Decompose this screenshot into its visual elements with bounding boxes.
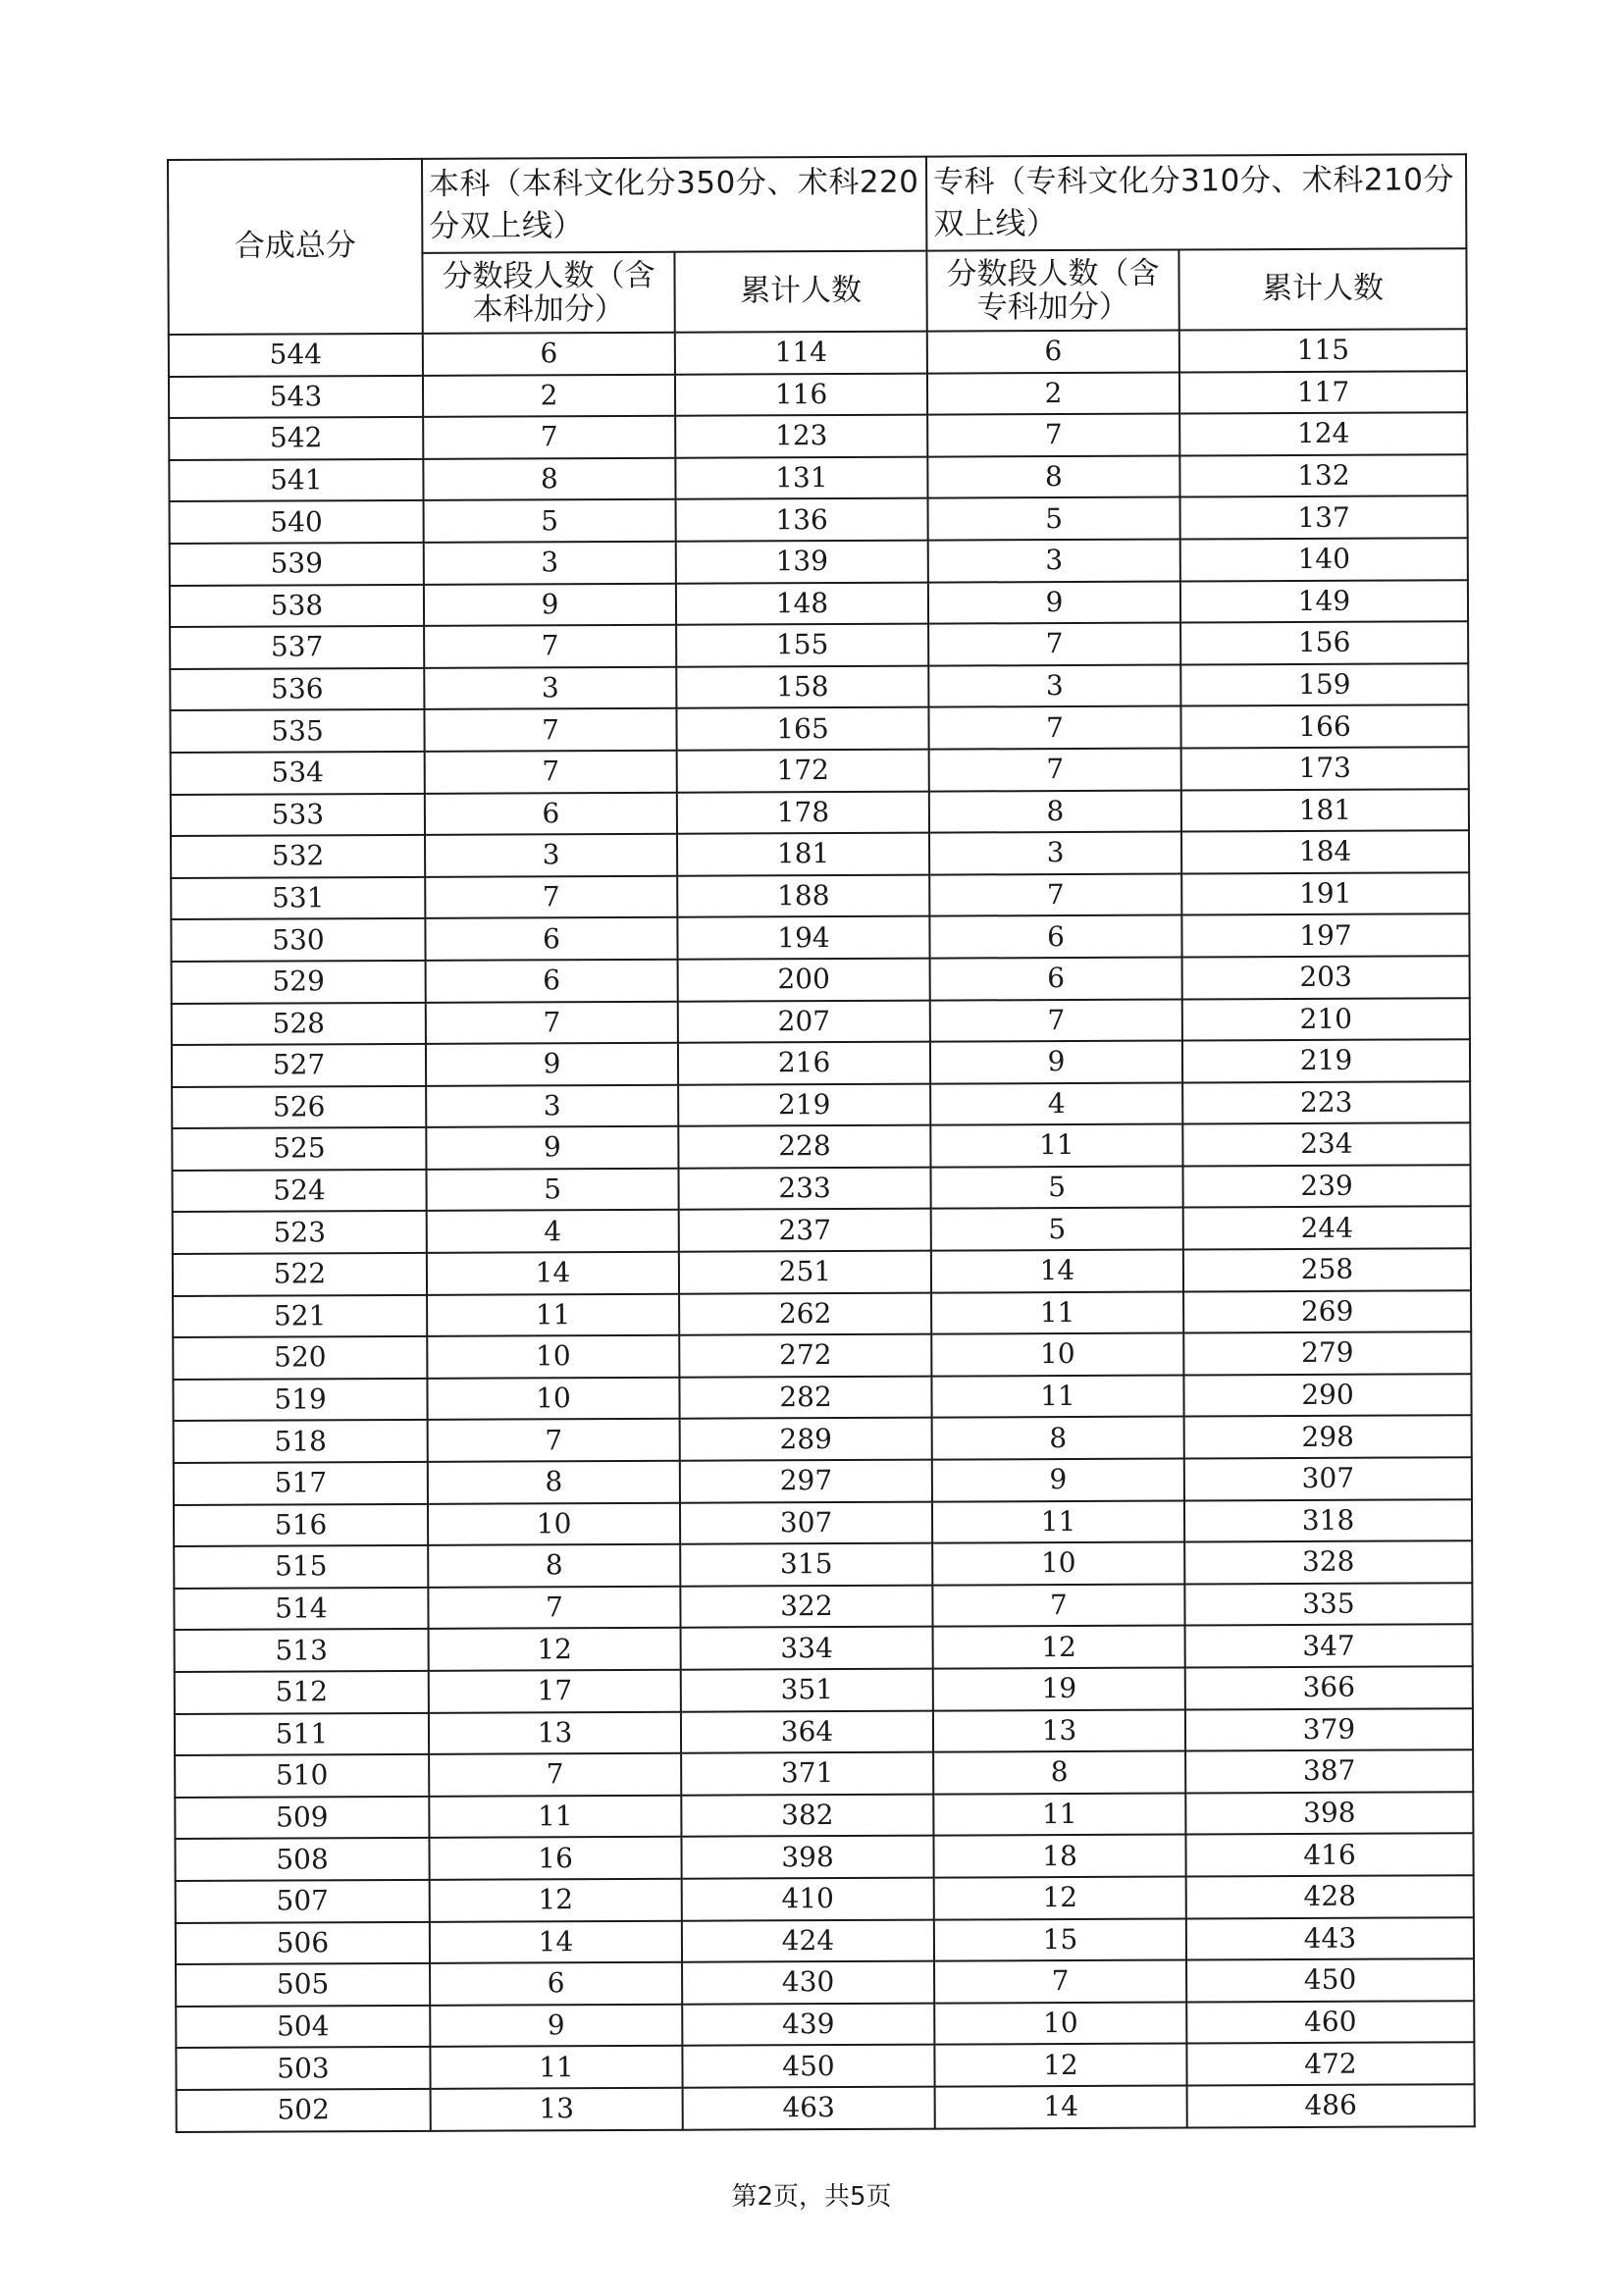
- college-cumulative-cell: 335: [1184, 1583, 1472, 1626]
- table-row: [174, 1540, 1472, 1588]
- college-cumulative-cell: 197: [1181, 914, 1469, 958]
- college-count-cell: 2: [927, 372, 1179, 415]
- table-row: [171, 789, 1469, 836]
- total-score-header: 合成总分: [168, 159, 423, 335]
- undergrad-cumulative-cell: 450: [682, 2045, 934, 2088]
- total-score-cell: 504: [176, 2006, 430, 2049]
- total-score-cell: 539: [170, 543, 424, 586]
- table-row: [173, 1248, 1471, 1295]
- undergrad-cumulative-cell: 200: [678, 959, 930, 1002]
- undergrad-cumulative-cell: 139: [676, 541, 928, 584]
- undergrad-count-cell: 6: [423, 333, 675, 376]
- college-cumulative-cell: 443: [1186, 1917, 1474, 1960]
- college-count-cell: 7: [934, 1960, 1186, 2004]
- undergrad-cumulative-cell: 188: [677, 874, 929, 917]
- college-cumulative-cell: 166: [1180, 705, 1468, 749]
- college-cumulative-cell: 450: [1186, 1958, 1474, 2002]
- college-count-cell: 3: [928, 539, 1180, 582]
- undergrad-cumulative-cell: 136: [676, 498, 928, 542]
- undergrad-count-cell: 11: [430, 2046, 682, 2089]
- undergrad-count-cell: 4: [427, 1210, 679, 1253]
- table-row: [169, 329, 1467, 376]
- college-count-cell: 9: [932, 1459, 1184, 1502]
- table-row: [175, 1625, 1473, 1672]
- table-row: [170, 663, 1468, 710]
- college-count-cell: 11: [931, 1375, 1183, 1418]
- undergrad-cumulative-cell: 351: [681, 1669, 933, 1712]
- table-row: [176, 1875, 1474, 1922]
- total-score-cell: 540: [170, 500, 424, 544]
- total-score-cell: 533: [171, 793, 425, 836]
- college-cumulative-cell: 290: [1183, 1374, 1471, 1417]
- college-count-cell: 6: [929, 915, 1181, 959]
- college-cumulative-cell: 137: [1180, 496, 1468, 540]
- total-score-cell: 538: [170, 584, 424, 627]
- undergrad-count-cell: 11: [429, 1796, 681, 1839]
- table-body: [169, 329, 1475, 2131]
- college-count-cell: 7: [928, 623, 1180, 666]
- college-cumulative-cell: 318: [1184, 1499, 1472, 1542]
- table-row: [170, 538, 1468, 585]
- table-row: [173, 1331, 1471, 1379]
- undergrad-cumulative-cell: 262: [679, 1292, 931, 1335]
- total-score-cell: 503: [176, 2047, 430, 2090]
- undergrad-count-cell: 7: [428, 1419, 680, 1462]
- undergrad-count-cell: 14: [427, 1252, 679, 1295]
- total-score-cell: 532: [171, 835, 425, 878]
- college-count-cell: 6: [927, 330, 1179, 373]
- total-score-cell: 506: [176, 1921, 430, 1964]
- total-score-cell: 528: [172, 1002, 426, 1045]
- college-cumulative-cell: 366: [1185, 1666, 1473, 1709]
- table-row: [169, 454, 1467, 501]
- undergrad-count-cell: 7: [425, 875, 677, 918]
- college-cumulative-cell: 124: [1179, 412, 1467, 455]
- undergrad-cumulative-cell: 178: [677, 791, 929, 834]
- table-row: [171, 914, 1469, 962]
- undergrad-cumulative-cell: 114: [675, 332, 927, 375]
- total-score-cell: 502: [177, 2089, 431, 2132]
- table-row: [172, 1165, 1470, 1212]
- college-count-cell: 7: [930, 999, 1182, 1042]
- table-header: [168, 154, 1467, 335]
- college-count-cell: 11: [930, 1124, 1182, 1168]
- table-row: [172, 1039, 1470, 1086]
- undergrad-cumulative-cell: 207: [678, 1000, 930, 1043]
- college-count-cell: 8: [929, 790, 1181, 833]
- undergrad-cumulative-cell: 439: [682, 2003, 934, 2046]
- college-count-cell: 8: [933, 1751, 1185, 1795]
- total-score-cell: 520: [173, 1336, 427, 1380]
- undergrad-cumulative-cell: 194: [677, 916, 929, 960]
- total-score-cell: 541: [169, 459, 423, 502]
- total-score-cell: 542: [169, 417, 423, 460]
- college-cumulative-cell: 140: [1180, 538, 1468, 581]
- undergrad-cumulative-cell: 131: [675, 456, 927, 499]
- college-cumulative-cell: 244: [1183, 1207, 1471, 1250]
- undergrad-count-cell: 9: [424, 583, 676, 626]
- undergrad-count-cell: 5: [426, 1169, 678, 1212]
- college-cumulative-cell: 258: [1183, 1248, 1471, 1291]
- college-cumulative-cell: 328: [1184, 1540, 1472, 1584]
- table-row: [170, 496, 1468, 544]
- undergrad-cumulative-cell: 228: [678, 1125, 930, 1169]
- total-score-cell: 521: [173, 1295, 427, 1338]
- college-count-cell: 15: [934, 1918, 1186, 1961]
- college-count-cell: 3: [929, 832, 1181, 875]
- college-cumulative-cell: 184: [1181, 830, 1469, 873]
- undergrad-count-cell: 7: [424, 708, 676, 752]
- college-group-header: 专科（专科文化分310分、术科210分双上线）: [926, 154, 1466, 250]
- table-row: [174, 1499, 1472, 1546]
- total-score-cell: 522: [173, 1253, 427, 1296]
- undergrad-cumulative-cell: 158: [676, 665, 928, 708]
- total-score-cell: 515: [174, 1545, 428, 1589]
- table-row: [176, 2001, 1474, 2048]
- college-count-cell: 4: [930, 1082, 1182, 1125]
- college-count-cell: 7: [932, 1584, 1184, 1627]
- undergrad-count-cell: 12: [430, 1879, 682, 1922]
- undergrad-count-cell: 10: [427, 1378, 679, 1421]
- undergrad-cumulative-cell: 219: [678, 1083, 930, 1126]
- table-row: [171, 830, 1469, 877]
- table-row: [170, 580, 1468, 627]
- undergrad-cumulative-cell: 251: [679, 1251, 931, 1294]
- table-row: [172, 1122, 1470, 1170]
- total-score-cell: 509: [175, 1797, 429, 1840]
- college-cumulative-cell: 460: [1186, 2001, 1474, 2044]
- total-score-cell: 525: [172, 1127, 426, 1171]
- table-row: [176, 1958, 1474, 2006]
- undergrad-cumulative-cell: 315: [680, 1543, 932, 1587]
- college-count-cell: 5: [928, 497, 1180, 541]
- undergrad-count-cell: 5: [424, 499, 676, 543]
- undergrad-cumulative-cell: 216: [678, 1042, 930, 1085]
- table-row: [173, 1290, 1471, 1337]
- table-row: [170, 621, 1468, 668]
- college-count-cell: 10: [931, 1333, 1183, 1377]
- total-score-cell: 544: [169, 334, 423, 377]
- undergrad-count-cell: 6: [430, 1962, 682, 2006]
- table-row: [171, 747, 1469, 794]
- total-score-cell: 505: [176, 1963, 430, 2007]
- undergrad-count-cell: 7: [423, 416, 675, 459]
- college-cumulative-cell: 234: [1182, 1122, 1470, 1166]
- table-row: [169, 371, 1467, 418]
- undergrad-cumulative-cell: 272: [679, 1334, 931, 1378]
- undergrad-cumulative-cell: 334: [681, 1627, 933, 1670]
- total-score-cell: 513: [175, 1629, 429, 1672]
- table-row: [174, 1416, 1472, 1463]
- college-count-cell: 7: [929, 748, 1181, 791]
- undergrad-count-cell: 7: [429, 1753, 681, 1797]
- table-row: [177, 2084, 1475, 2131]
- college-cumulative-cell: 472: [1186, 2043, 1474, 2086]
- page-number: 第2页，共5页: [731, 2182, 892, 2212]
- college-count-cell: 14: [931, 1250, 1183, 1293]
- college-count-cell: 10: [934, 2002, 1186, 2045]
- college-cumulative-cell: 219: [1182, 1039, 1470, 1082]
- college-count-cell: 12: [934, 1876, 1186, 1919]
- college-count-cell: 5: [931, 1208, 1183, 1251]
- undergrad-cumulative-cell: 410: [682, 1878, 934, 1921]
- undergrad-cumulative-cell: 165: [676, 707, 928, 751]
- college-count-cell: 13: [933, 1709, 1185, 1752]
- total-score-cell: 535: [170, 709, 424, 753]
- college-cumulative-cell: 191: [1181, 872, 1469, 915]
- undergrad-cumulative-cell: 289: [680, 1418, 932, 1461]
- college-count-cell: 19: [933, 1667, 1185, 1710]
- college-cumulative-cell: 159: [1180, 663, 1468, 706]
- college-count-cell: 8: [932, 1417, 1184, 1460]
- college-count-cell: 5: [930, 1166, 1182, 1209]
- undergrad-count-cell: 16: [429, 1837, 681, 1880]
- table-row: [174, 1457, 1472, 1504]
- total-score-cell: 519: [173, 1379, 427, 1422]
- college-count-cell: 12: [934, 2044, 1186, 2087]
- college-cumulative-cell: 307: [1184, 1457, 1472, 1500]
- total-score-cell: 526: [172, 1086, 426, 1129]
- undergrad-count-cell: 9: [430, 2004, 682, 2047]
- college-count-cell: 11: [931, 1291, 1183, 1334]
- total-score-cell: 534: [171, 752, 425, 795]
- undergrad-cumulative-cell: 371: [681, 1752, 933, 1796]
- total-score-cell: 530: [171, 918, 425, 962]
- undergrad-count-cell: 7: [428, 1587, 680, 1630]
- table-row: [175, 1749, 1473, 1797]
- undergrad-count-cell: 10: [428, 1502, 680, 1545]
- college-cumulative-cell: 210: [1182, 998, 1470, 1041]
- college-count-cell: 6: [930, 957, 1182, 1000]
- college-count-cell: 7: [927, 414, 1179, 457]
- total-score-cell: 518: [174, 1420, 428, 1463]
- college-count-cell: 12: [933, 1626, 1185, 1669]
- table-row: [173, 1374, 1471, 1421]
- college-cumulative-cell: 486: [1187, 2084, 1475, 2127]
- college-cumulative-cell: 117: [1179, 371, 1467, 414]
- undergrad-cumulative-cell: 307: [680, 1501, 932, 1544]
- total-score-cell: 529: [172, 961, 426, 1004]
- table-row: [169, 412, 1467, 459]
- undergrad-cumulative-cell: 116: [675, 373, 927, 416]
- college-cumulative-cell: 416: [1185, 1834, 1473, 1877]
- total-score-cell: 537: [170, 626, 424, 669]
- undergrad-count-cell: 13: [431, 2088, 683, 2131]
- college-count-cell: 18: [933, 1835, 1185, 1878]
- table-row: [172, 956, 1470, 1003]
- table-row: [175, 1708, 1473, 1755]
- total-score-cell: 512: [175, 1671, 429, 1714]
- college-cumulative-header: 累计人数: [1178, 248, 1466, 330]
- table-row: [173, 1207, 1471, 1254]
- undergrad-count-cell: 7: [426, 1001, 678, 1044]
- college-cumulative-cell: 223: [1182, 1081, 1470, 1124]
- table-row: [176, 2043, 1474, 2090]
- undergrad-cumulative-cell: 148: [676, 582, 928, 625]
- college-count-cell: 11: [933, 1793, 1185, 1836]
- header-row-1: [168, 154, 1466, 254]
- total-score-cell: 511: [175, 1712, 429, 1755]
- undergrad-cumulative-cell: 237: [679, 1209, 931, 1252]
- undergrad-count-cell: 3: [426, 1084, 678, 1127]
- undergrad-group-header: 本科（本科文化分350分、术科220分双上线）: [422, 157, 926, 253]
- college-cumulative-cell: 298: [1184, 1416, 1472, 1459]
- total-score-cell: 531: [171, 877, 425, 920]
- table-row: [175, 1666, 1473, 1713]
- undergrad-count-cell: 8: [423, 458, 675, 501]
- undergrad-cumulative-cell: 155: [676, 624, 928, 667]
- undergrad-cumulative-cell: 282: [679, 1376, 931, 1419]
- table-row: [171, 872, 1469, 919]
- undergrad-cumulative-cell: 233: [678, 1167, 930, 1210]
- undergrad-cumulative-cell: 398: [681, 1836, 933, 1879]
- college-cumulative-cell: 149: [1180, 580, 1468, 623]
- college-cumulative-cell: 279: [1183, 1331, 1471, 1375]
- table-row: [172, 1081, 1470, 1128]
- college-count-header: 分数段人数（含专科加分）: [926, 250, 1178, 332]
- undergrad-cumulative-cell: 172: [677, 750, 929, 793]
- undergrad-cumulative-cell: 382: [681, 1794, 933, 1837]
- college-cumulative-cell: 269: [1183, 1290, 1471, 1333]
- total-score-cell: 524: [172, 1170, 426, 1213]
- undergrad-count-cell: 12: [429, 1628, 681, 1671]
- college-cumulative-cell: 115: [1179, 329, 1467, 372]
- college-cumulative-cell: 347: [1185, 1625, 1473, 1668]
- undergrad-cumulative-cell: 430: [682, 1961, 934, 2005]
- total-score-cell: 523: [173, 1211, 427, 1254]
- college-cumulative-cell: 428: [1186, 1875, 1474, 1918]
- total-score-cell: 514: [174, 1588, 428, 1631]
- undergrad-count-cell: 10: [427, 1335, 679, 1379]
- undergrad-count-cell: 7: [425, 751, 677, 794]
- undergrad-count-cell: 8: [428, 1544, 680, 1588]
- undergrad-count-cell: 6: [425, 792, 677, 835]
- total-score-cell: 510: [175, 1754, 429, 1798]
- college-count-cell: 3: [928, 664, 1180, 707]
- undergrad-cumulative-cell: 424: [682, 1919, 934, 1962]
- undergrad-count-cell: 3: [425, 834, 677, 877]
- total-score-cell: 508: [175, 1838, 429, 1881]
- undergrad-count-cell: 13: [429, 1711, 681, 1754]
- undergrad-cumulative-cell: 364: [681, 1710, 933, 1753]
- undergrad-cumulative-cell: 181: [677, 833, 929, 876]
- undergrad-count-cell: 9: [426, 1126, 678, 1170]
- college-cumulative-cell: 387: [1185, 1749, 1473, 1793]
- undergrad-count-cell: 17: [429, 1670, 681, 1713]
- college-cumulative-cell: 173: [1181, 747, 1469, 790]
- table-row: [174, 1583, 1472, 1630]
- total-score-cell: 536: [170, 668, 424, 711]
- undergrad-count-cell: 2: [423, 374, 675, 417]
- score-distribution-table: [167, 153, 1476, 2132]
- undergrad-count-cell: 3: [424, 666, 676, 709]
- table-row: [170, 705, 1468, 753]
- college-count-cell: 10: [932, 1542, 1184, 1586]
- total-score-cell: 507: [176, 1880, 430, 1923]
- undergrad-cumulative-cell: 297: [680, 1460, 932, 1503]
- total-score-cell: 527: [172, 1044, 426, 1087]
- total-score-cell: 516: [174, 1503, 428, 1546]
- undergrad-count-cell: 6: [426, 960, 678, 1003]
- undergrad-count-cell: 6: [425, 917, 677, 961]
- table-row: [176, 1917, 1474, 1964]
- undergrad-cumulative-cell: 322: [680, 1585, 932, 1628]
- undergrad-count-cell: 3: [424, 542, 676, 585]
- undergrad-count-cell: 7: [424, 625, 676, 668]
- college-count-cell: 7: [928, 706, 1180, 750]
- undergrad-count-header: 分数段人数（含本科加分）: [422, 252, 674, 334]
- table-row: [175, 1834, 1473, 1881]
- undergrad-count-cell: 9: [426, 1043, 678, 1086]
- college-count-cell: 14: [935, 2085, 1187, 2128]
- table-row: [172, 998, 1470, 1045]
- undergrad-count-cell: 8: [428, 1461, 680, 1504]
- undergrad-cumulative-cell: 123: [675, 415, 927, 458]
- total-score-cell: 543: [169, 375, 423, 418]
- college-count-cell: 7: [929, 873, 1181, 916]
- college-cumulative-cell: 156: [1180, 621, 1468, 664]
- undergrad-cumulative-header: 累计人数: [674, 251, 926, 333]
- college-cumulative-cell: 203: [1182, 956, 1470, 999]
- undergrad-cumulative-cell: 463: [683, 2087, 935, 2130]
- table-row: [175, 1792, 1473, 1839]
- college-cumulative-cell: 132: [1179, 454, 1467, 497]
- college-cumulative-cell: 239: [1182, 1165, 1470, 1208]
- total-score-cell: 517: [174, 1462, 428, 1505]
- college-cumulative-cell: 181: [1181, 789, 1469, 832]
- college-count-cell: 11: [932, 1500, 1184, 1543]
- undergrad-count-cell: 14: [430, 1920, 682, 1963]
- college-count-cell: 9: [928, 581, 1180, 624]
- college-cumulative-cell: 398: [1185, 1792, 1473, 1835]
- college-cumulative-cell: 379: [1185, 1708, 1473, 1751]
- college-count-cell: 8: [927, 455, 1179, 498]
- undergrad-count-cell: 11: [427, 1293, 679, 1336]
- college-count-cell: 9: [930, 1041, 1182, 1084]
